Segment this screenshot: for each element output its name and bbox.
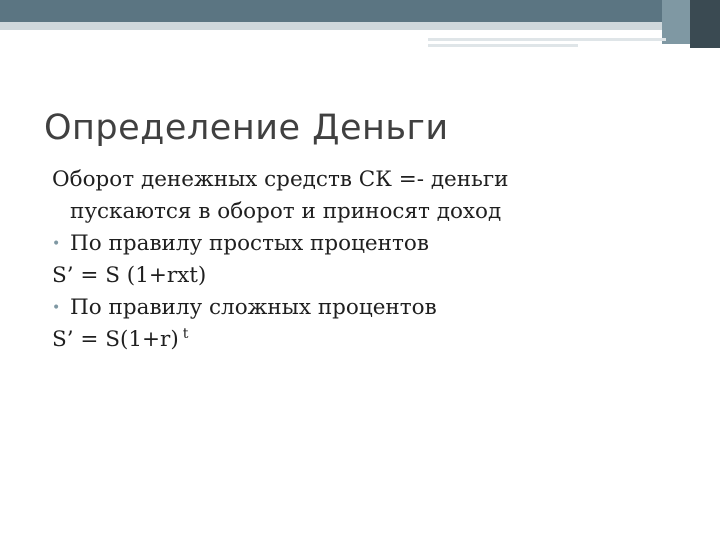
slide-title: Определение Деньги [44,108,449,148]
top-accent-block-dark [690,0,720,48]
bullet-icon: • [52,236,61,252]
decorative-line [428,38,666,41]
bullet-item [52,292,692,324]
top-decorative-band-light [0,22,720,30]
formula-line [52,324,692,356]
formula-text: S’ = S(1+r) [52,327,179,352]
body-line: пускаются в оборот и приносят доход [70,199,502,224]
top-accent-block-mid [662,0,690,44]
bullet-item [52,228,692,260]
bullet-text: По правилу простых процентов [70,231,429,256]
body-line: Оборот денежных средств СК =- деньги [52,167,509,192]
bullet-text: По правилу сложных процентов [70,295,437,320]
formula-exponent: t [182,326,189,342]
bullet-icon: • [52,300,61,316]
decorative-line [428,44,578,47]
slide-body [52,164,692,356]
formula-line: S’ = S (1+rxt) [52,263,207,288]
